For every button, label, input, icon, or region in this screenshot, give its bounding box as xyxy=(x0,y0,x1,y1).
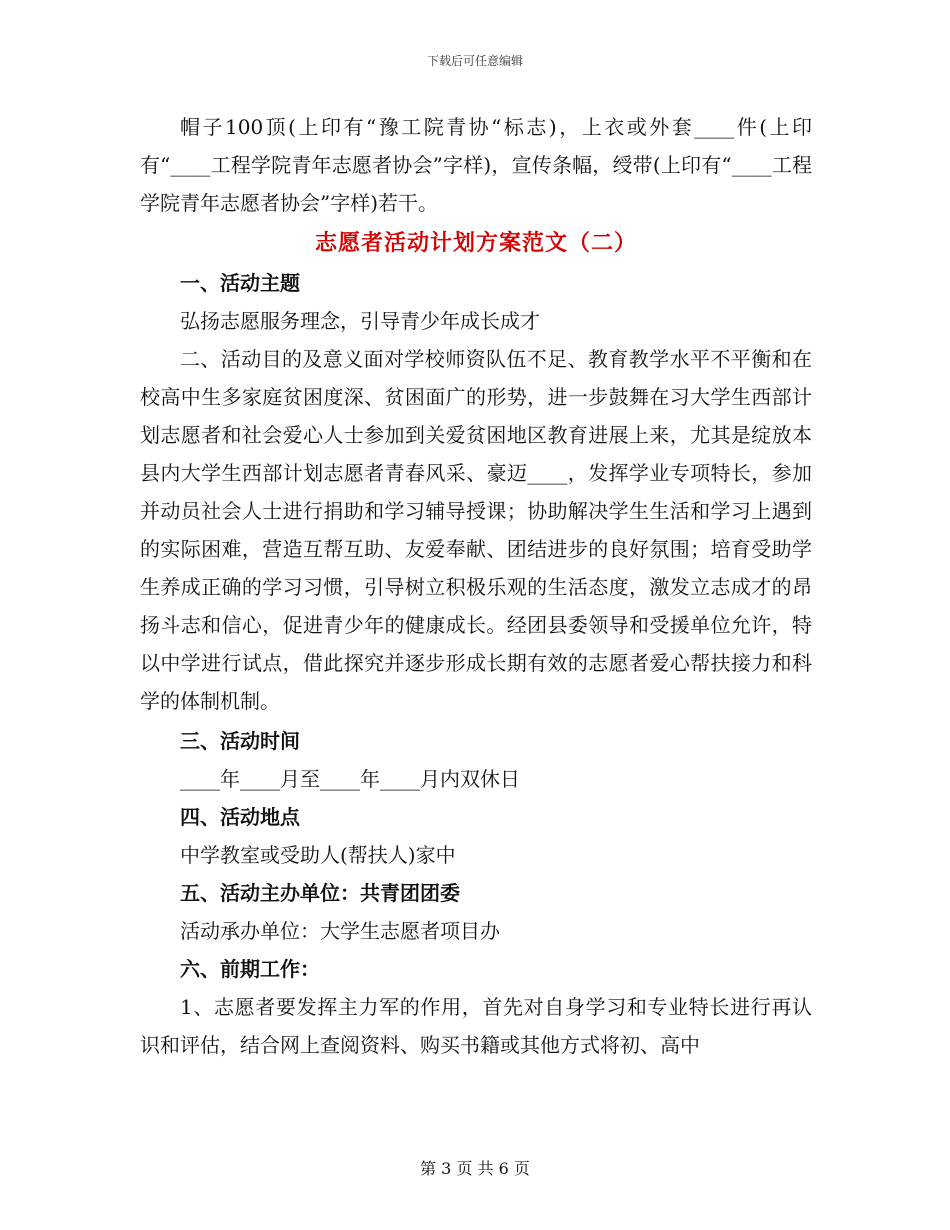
intro-paragraph: 帽子100顶(上印有“豫工院青协“标志)，上衣或外套____件(上印有“____工程学院青年志愿者协会”字样)，宣传条幅，绶带(上印有“____工程学院青年志愿者协会”字样)若干。 xyxy=(140,115,812,215)
document-title: 志愿者活动计划方案范文（二） xyxy=(314,230,637,256)
document-body xyxy=(140,108,812,1064)
organizer-text: 活动承办单位：大学生志愿者项目办 xyxy=(180,919,500,943)
section-heading-prep: 六、前期工作： xyxy=(180,957,320,981)
section-heading-organizer: 五、活动主办单位：共青团团委 xyxy=(180,881,460,905)
page-number: 第 3 页 共 6 页 xyxy=(420,1159,530,1178)
section-heading-time: 三、活动时间 xyxy=(180,729,300,753)
time-text: ____年____月至____年____月内双休日 xyxy=(180,767,520,791)
theme-text: 弘扬志愿服务理念，引导青少年成长成才 xyxy=(180,309,540,333)
header-note: 下载后可任意编辑 xyxy=(426,54,523,68)
section-heading-theme: 一、活动主题 xyxy=(180,271,300,295)
purpose-paragraph: 二、活动目的及意义面对学校师资队伍不足、教育教学水平不平衡和在校高中生多家庭贫困度深、贫困面广的形势，进一步鼓舞在习大学生西部计划志愿者和社会爱心人士参加到关爱贫困地区教育进展上来，尤其是绽放本县内大学生西部计划志愿者青春风采、豪迈____，发挥学业专项特长，参加并动员社会人士进行捐助和学习辅导授课；协助解决学生生活和学习上遇到的实际困难，营造互帮互助、友爱奉献、团结进步的良好氛围；培育受助学生养成正确的学习习惯，引导树立积极乐观的生活态度，激发立志成才的昂扬斗志和信心，促进青少年的健康成长。经团县委领导和受援单位允许，特以中学进行试点，借此探究并逐步形成长期有效的志愿者爱心帮扶接力和科学的体制机制。 xyxy=(140,347,812,713)
prep-paragraph: 1、志愿者要发挥主力军的作用，首先对自身学习和专业特长进行再认识和评估，结合网上查阅资料、购买书籍或其他方式将初、高中 xyxy=(140,995,812,1057)
section-heading-place: 四、活动地点 xyxy=(180,805,300,829)
place-text: 中学教室或受助人(帮扶人)家中 xyxy=(180,843,456,867)
